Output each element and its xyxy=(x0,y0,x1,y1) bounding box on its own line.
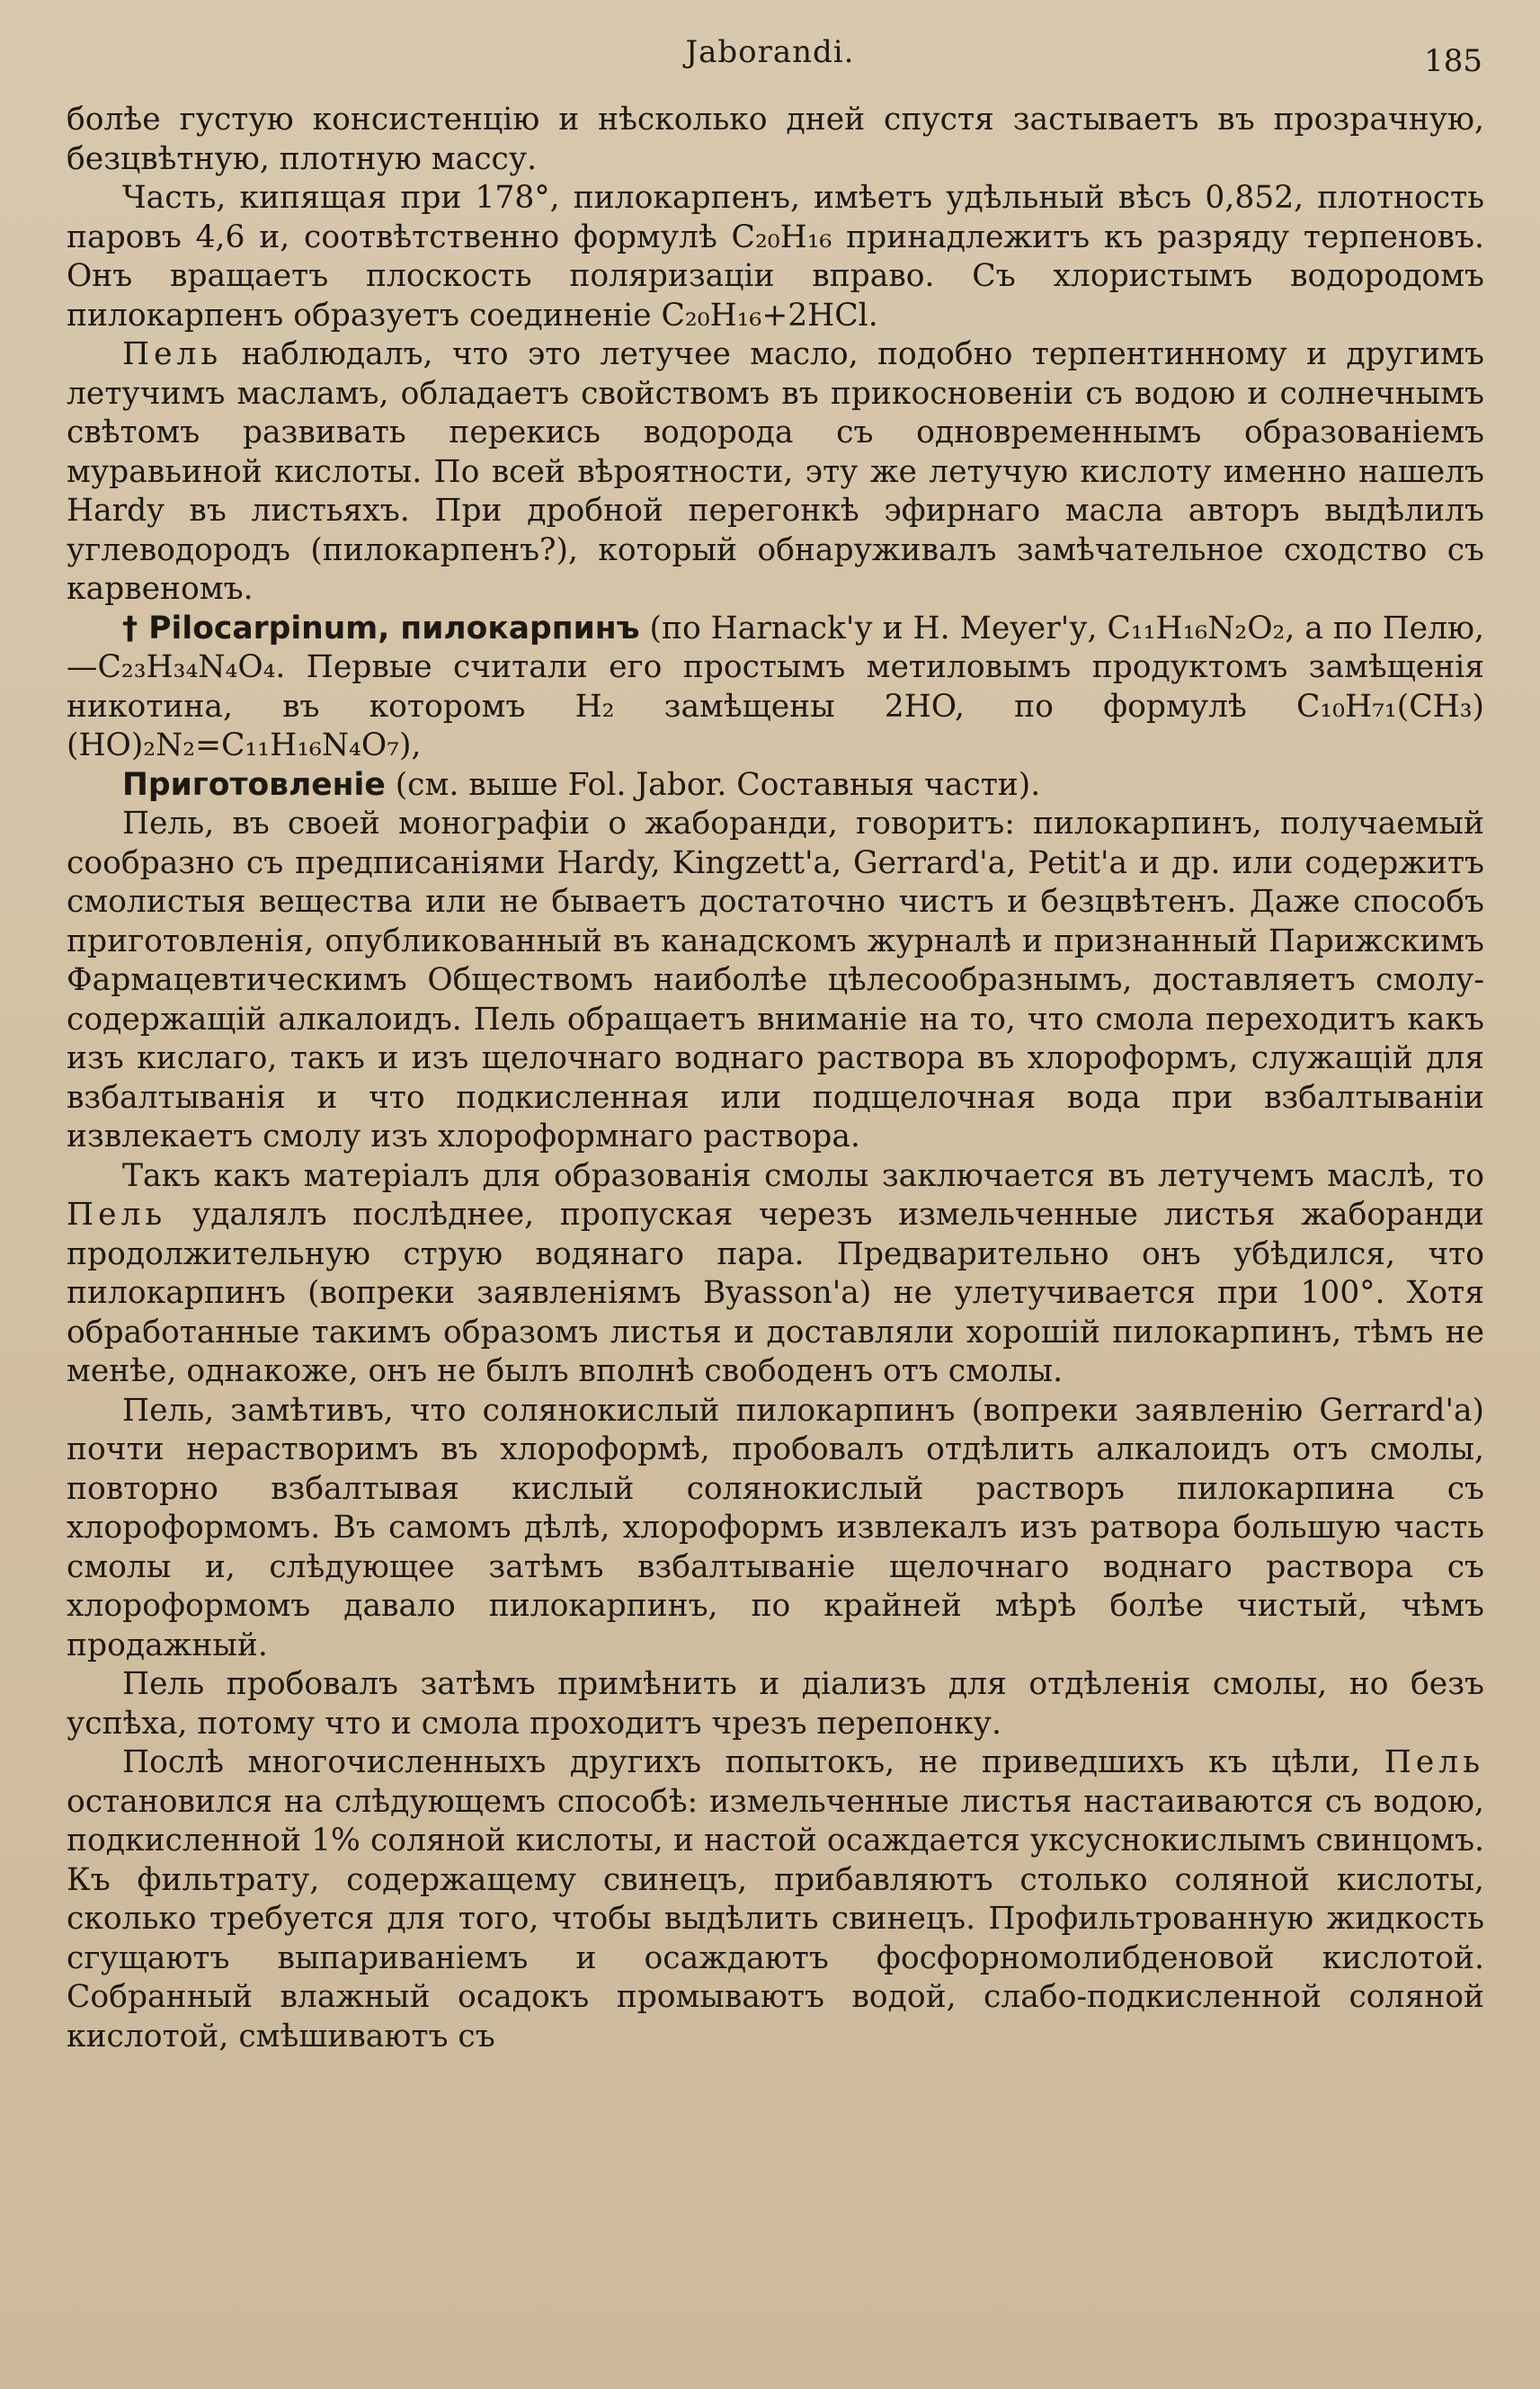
paragraph-5 xyxy=(67,766,1484,806)
paragraph-9: Пель пробовалъ затѣмъ примѣнить и діализъ для отдѣленія смолы, но безъ успѣха, потому что и смола проходитъ чрезъ перепонку. xyxy=(67,1666,1484,1742)
author-name: Пель xyxy=(122,336,223,372)
paragraph-5-text: (см. выше Fol. Jabor. Составныя части). xyxy=(385,766,1041,803)
paragraph-3-text: наблюдалъ, что это летучее масло, подобно терпентинному и другимъ летучимъ масламъ, обладаетъ свойствомъ въ прикосновеніи съ водою и солнечнымъ свѣтомъ развивать перекись водорода съ одновременнымъ образованіемъ муравьиной кислоты. По всей вѣроятности, эту же летучую кислоту именно нашелъ Hardy въ листьяхъ. При дробной перегонкѣ эфирнаго масла авторъ выдѣлилъ углеводородъ (пилокарпенъ?), который обнаруживалъ замѣчательное сходство съ карвеномъ. xyxy=(67,336,1484,607)
page-header xyxy=(0,34,1540,88)
paragraph-4 xyxy=(67,610,1484,766)
paragraph-6: Пель, въ своей монографіи о жаборанди, говоритъ: пилокарпинъ, получаемый сообразно съ предписаніями Hardy, Kingzett'a, Gerrard'a, Petit'a и др. или содержитъ смолистыя вещества или не бываетъ достаточно чистъ и безцвѣтенъ. Даже способъ приготовленія, опубликованный въ канадскомъ журналѣ и признанный Парижскимъ Фармацевтическимъ Обществомъ наиболѣе цѣлесообразнымъ, доставляетъ смолу-содержащій алкалоидъ. Пель обращаетъ вниманіе на то, что смола переходитъ какъ изъ кислаго, такъ и изъ щелочнаго воднаго раствора въ хлороформъ, служащій для взбалтыванія и что подкисленная или подщелочная вода при взбалтываніи извлекаетъ смолу изъ хлороформнаго раствора. xyxy=(67,806,1484,1154)
paragraph-8: Пель, замѣтивъ, что солянокислый пилокарпинъ (вопреки заявленію Gerrard'a) почти нерастворимъ въ хлороформѣ, пробовалъ отдѣлить алкалоидъ отъ смолы, повторно взбалтывая кислый солянокислый растворъ пилокарпина съ хлороформомъ. Въ самомъ дѣлѣ, хлороформъ извлекалъ изъ ратвора большую часть смолы и, слѣдующее затѣмъ взбалтываніе щелочнаго воднаго раствора съ хлороформомъ давало пилокарпинъ, по крайней мѣрѣ болѣе чистый, чѣмъ продажный. xyxy=(67,1392,1484,1663)
author-name-3: Пель xyxy=(1384,1744,1484,1780)
paragraph-3 xyxy=(67,335,1484,610)
author-name-2: Пель xyxy=(67,1197,167,1233)
paragraph-1: болѣе густую консистенцію и нѣсколько дней спустя застываетъ въ прозрачную, безцвѣтную, плотную массу. xyxy=(67,102,1484,177)
paragraph-4-text: (по Harnack'у и H. Meyer'у, C₁₁H₁₆N₂O₂, а по Пелю,—C₂₃H₃₄N₄O₄. Первые считали его простымъ метиловымъ продуктомъ замѣщенія никотина, въ которомъ H₂ замѣщены 2HO, по формулѣ C₁₀H₇₁(CH₃)(HO)₂N₂=C₁₁H₁₆N₄O₇), xyxy=(67,610,1485,763)
paragraph-7-text-b: удалялъ послѣднее, пропуская черезъ измельченные листья жаборанди продолжительную струю водянаго пара. Предварительно онъ убѣдился, что пилокарпинъ (вопреки заявленіямъ Byasson'a) не улетучивается при 100°. Хотя обработанные такимъ образомъ листья и доставляли хорошій пилокарпинъ, тѣмъ не менѣе, однакоже, онъ не былъ вполнѣ свободенъ отъ смолы. xyxy=(67,1197,1484,1389)
body-text xyxy=(67,101,1484,2056)
paragraph-10 xyxy=(67,1743,1484,2056)
paragraph-7-text-a: Такъ какъ матеріалъ для образованія смолы заключается въ летучемъ маслѣ, то xyxy=(122,1157,1484,1194)
paragraph-7 xyxy=(67,1157,1484,1392)
preparation-heading: Приготовленіе xyxy=(122,766,386,803)
pilocarpinum-heading: † Pilocarpinum, пилокарпинъ xyxy=(122,610,640,646)
paragraph-2: Часть, кипящая при 178°, пилокарпенъ, имѣетъ удѣльный вѣсъ 0,852, плотность паровъ 4,6 и, соотвѣтственно формулѣ C₂₀H₁₆ принадлежитъ къ разряду терпеновъ. Онъ вращаетъ плоскость поляризаціи вправо. Съ хлористымъ водородомъ пилокарпенъ образуетъ соединеніе C₂₀H₁₆+2HCl. xyxy=(67,180,1484,334)
running-title: Jaborandi. xyxy=(685,34,855,70)
paragraph-10-text-b: остановился на слѣдующемъ способѣ: измельченные листья настаиваются съ водою, подкисленной 1% соляной кислоты, и настой осаждается уксуснокислымъ свинцомъ. Къ фильтрату, содержащему свинецъ, прибавляютъ столько соляной кислоты, сколько требуется для того, чтобы выдѣлить свинецъ. Профильтрованную жидкость сгущаютъ выпариваніемъ и осаждаютъ фосфорномолибденовой кислотой. Собранный влажный осадокъ промываютъ водой, слабо-подкисленной соляной кислотой, смѣшиваютъ съ xyxy=(67,1783,1484,2055)
page-number: 185 xyxy=(1424,43,1482,79)
paragraph-10-text-a: Послѣ многочисленныхъ другихъ попытокъ, не приведшихъ къ цѣли, xyxy=(122,1744,1384,1780)
